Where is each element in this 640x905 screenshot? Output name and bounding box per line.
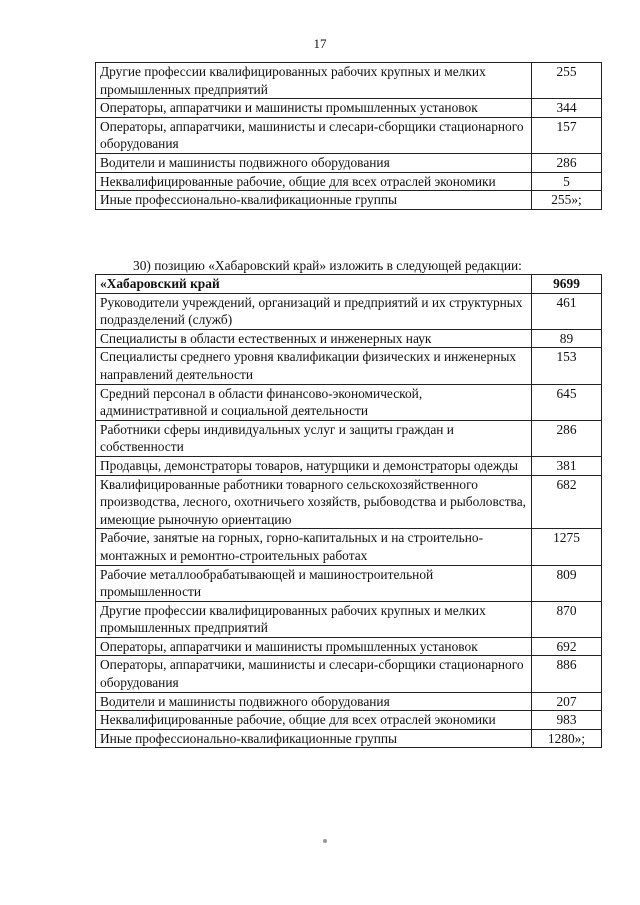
occupation-group-value: 886 [532, 656, 602, 692]
occupation-group-name: Продавцы, демонстраторы товаров, натурщики и демонстраторы одежды [96, 456, 532, 475]
occupation-group-name: Операторы, аппаратчики и машинисты промышленных установок [96, 99, 532, 118]
region-header-row [96, 275, 602, 294]
occupation-group-value: 255 [532, 63, 602, 99]
table-row [96, 329, 602, 348]
table-row [96, 63, 602, 99]
occupation-group-name: Неквалифицированные рабочие, общие для всех отраслей экономики [96, 711, 532, 730]
table-continuation [95, 62, 602, 210]
table-row [96, 348, 602, 384]
table-row [96, 529, 602, 565]
table-row [96, 565, 602, 601]
occupation-group-value: 381 [532, 456, 602, 475]
table-1-body [96, 63, 602, 210]
occupation-group-name: Другие профессии квалифицированных рабочих крупных и мелких промышленных предприятий [96, 63, 532, 99]
occupation-group-value: 255»; [532, 191, 602, 210]
occupation-group-value: 344 [532, 99, 602, 118]
occupation-group-value: 870 [532, 601, 602, 637]
page-number: 17 [313, 36, 327, 51]
occupation-group-name: Средний персонал в области финансово-экономической, административной и социальной деятельности [96, 384, 532, 420]
occupation-group-name: Работники сферы индивидуальных услуг и защиты граждан и собственности [96, 420, 532, 456]
occupation-group-value: 682 [532, 475, 602, 529]
occupation-group-name: Рабочие металлообрабатывающей и машиностроительной промышленности [96, 565, 532, 601]
table-row [96, 475, 602, 529]
table-2-body [96, 275, 602, 748]
occupation-group-name: Операторы, аппаратчики, машинисты и слесари-сборщики стационарного оборудования [96, 117, 532, 153]
occupation-group-value: 153 [532, 348, 602, 384]
table-row [96, 293, 602, 329]
table-row [96, 191, 602, 210]
occupation-group-name: Специалисты в области естественных и инженерных наук [96, 329, 532, 348]
occupation-group-value: 461 [532, 293, 602, 329]
occupation-group-value: 157 [532, 117, 602, 153]
amendment-intro-text: 30) позицию «Хабаровский край» изложить в следующей редакции: [133, 258, 522, 273]
occupation-group-value: 207 [532, 692, 602, 711]
table-row [96, 656, 602, 692]
occupation-group-name: Неквалифицированные рабочие, общие для всех отраслей экономики [96, 172, 532, 191]
table-row [96, 692, 602, 711]
occupation-group-name: Иные профессионально-квалификационные группы [96, 729, 532, 748]
table-row [96, 711, 602, 730]
region-total: 9699 [532, 275, 602, 294]
occupation-group-value: 1275 [532, 529, 602, 565]
occupation-group-value: 286 [532, 153, 602, 172]
occupation-group-value: 983 [532, 711, 602, 730]
occupation-group-value: 692 [532, 637, 602, 656]
occupation-group-name: Руководители учреждений, организаций и предприятий и их структурных подразделений (служб) [96, 293, 532, 329]
occupation-group-value: 1280»; [532, 729, 602, 748]
table-row [96, 456, 602, 475]
table-row [96, 601, 602, 637]
occupation-group-value: 5 [532, 172, 602, 191]
occupation-group-name: Иные профессионально-квалификационные группы [96, 191, 532, 210]
occupation-group-value: 286 [532, 420, 602, 456]
occupation-group-name: Другие профессии квалифицированных рабочих крупных и мелких промышленных предприятий [96, 601, 532, 637]
occupation-group-name: Квалифицированные работники товарного сельскохозяйственного производства, лесного, охотничьего хозяйств, рыбоводства и рыболовства, имеющие рыночную ориентацию [96, 475, 532, 529]
table-row [96, 637, 602, 656]
table-row [96, 172, 602, 191]
occupation-group-value: 645 [532, 384, 602, 420]
occupation-group-value: 809 [532, 565, 602, 601]
region-name: «Хабаровский край [96, 275, 532, 294]
table-row [96, 117, 602, 153]
table-row [96, 99, 602, 118]
table-khabarovsk-krai [95, 274, 602, 748]
occupation-group-name: Рабочие, занятые на горных, горно-капитальных и на строительно-монтажных и ремонтно-строительных работах [96, 529, 532, 565]
table-row [96, 153, 602, 172]
occupation-group-name: Водители и машинисты подвижного оборудования [96, 153, 532, 172]
scan-mark [323, 839, 327, 843]
table-row [96, 384, 602, 420]
table-row [96, 729, 602, 748]
occupation-group-name: Специалисты среднего уровня квалификации физических и инженерных направлений деятельности [96, 348, 532, 384]
occupation-group-name: Операторы, аппаратчики и машинисты промышленных установок [96, 637, 532, 656]
occupation-group-name: Водители и машинисты подвижного оборудования [96, 692, 532, 711]
occupation-group-name: Операторы, аппаратчики, машинисты и слесари-сборщики стационарного оборудования [96, 656, 532, 692]
occupation-group-value: 89 [532, 329, 602, 348]
table-row [96, 420, 602, 456]
